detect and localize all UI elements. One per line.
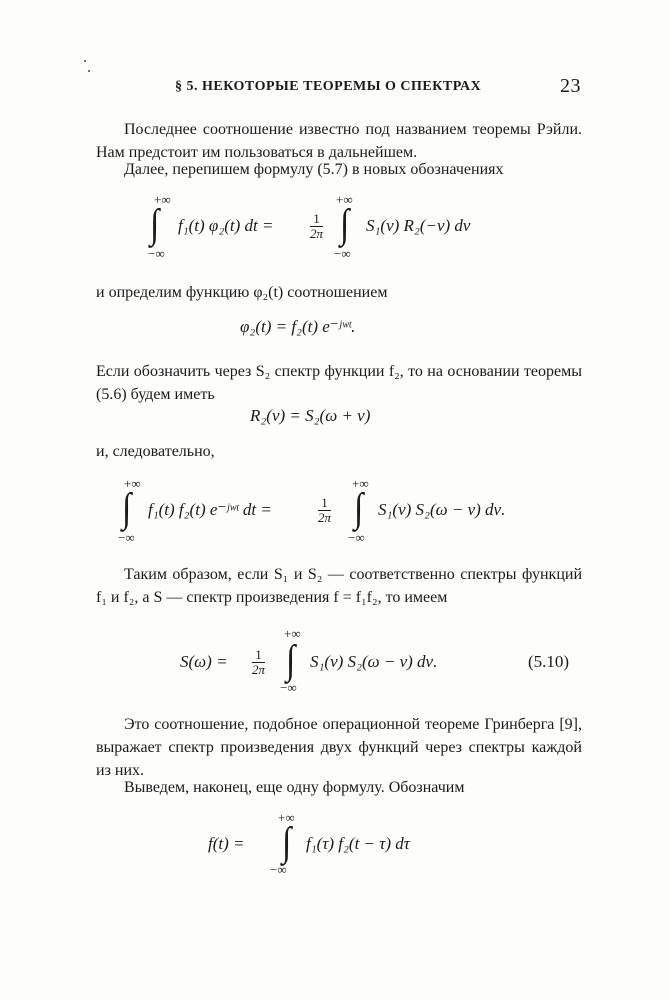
- eq5-coefficient: [252, 648, 265, 677]
- eq5-upper-limit: +∞: [284, 626, 301, 641]
- paragraph-thus: Таким образом, если S₁ и S₂ — соответственно спектры функций f₁ и f₂, а S — спектр произведения f = f₁f₂, то имеем: [96, 566, 582, 606]
- section-title: § 5. НЕКОТОРЫЕ ТЕОРЕМЫ О СПЕКТРАХ: [175, 79, 482, 94]
- equation-6: [208, 810, 468, 880]
- eq5-lhs: S(ω) =: [180, 652, 228, 671]
- equation-5-10: [180, 624, 580, 694]
- paragraph-finally: Выведем, наконец, еще одну формулу. Обозначим: [124, 779, 465, 796]
- equation-number: (5.10): [528, 652, 570, 671]
- eq1-coef-den: 2π: [310, 226, 324, 241]
- paragraph-spectrum-s2: Если обозначить через S₂ спектр функции f₂, то на основании теоремы (5.6) будем иметь: [96, 363, 582, 403]
- eq5-coef-den: 2π: [252, 662, 266, 677]
- equation-2: [240, 317, 355, 337]
- eq5-coef-num: 1: [252, 648, 265, 663]
- integral-sign: ∫: [340, 202, 350, 247]
- eq4-rhs: S₁(ν) S₂(ω − ν) dν.: [378, 500, 506, 519]
- equation-1: [140, 192, 560, 262]
- eq4-upper-limit-2: +∞: [352, 476, 369, 491]
- integral-sign: ∫: [286, 638, 296, 683]
- eq6-lhs: f(t) =: [208, 834, 245, 853]
- eq1-coefficient: [310, 212, 323, 241]
- eq4-lower-limit: −∞: [118, 530, 135, 545]
- eq1-upper-limit-2: +∞: [336, 192, 353, 207]
- running-header: [175, 75, 595, 103]
- eq2-body: φ₂(t) = f₂(t) e⁻ʲʷᵗ: [240, 317, 352, 336]
- equation-4: [114, 476, 574, 546]
- eq4-coefficient: [318, 496, 331, 525]
- scan-speck: [88, 70, 90, 72]
- integral-sign: ∫: [150, 202, 160, 247]
- paragraph-rewrite: Далее, перепишем формулу (5.7) в новых обозначениях: [124, 161, 504, 178]
- eq1-lower-limit: −∞: [148, 246, 165, 261]
- paragraph-rayleigh: Последнее соотношение известно под названием теоремы Рэйли. Нам предстоит им пользоваться в дальнейшем.: [96, 121, 582, 161]
- eq5-rhs: S₁(ν) S₂(ω − ν) dν.: [310, 652, 438, 671]
- eq1-lower-limit-2: −∞: [334, 246, 351, 261]
- paragraph-greenberg: Это соотношение, подобное операционной теореме Гринберга [9], выражает спектр произведения двух функций через спектры каждой из них.: [96, 716, 582, 779]
- eq6-rhs: f₁(τ) f₂(t − τ) dτ: [306, 834, 410, 853]
- eq4-coef-den: 2π: [318, 510, 332, 525]
- eq1-rhs: S₁(ν) R₂(−ν) dν: [366, 216, 471, 235]
- eq4-lhs: f₁(t) f₂(t) e⁻ʲʷᵗ dt =: [148, 500, 272, 519]
- eq5-lower-limit: −∞: [280, 680, 297, 695]
- eq1-coef-num: 1: [310, 212, 323, 227]
- eq6-upper-limit: +∞: [278, 810, 295, 825]
- eq4-upper-limit: +∞: [124, 476, 141, 491]
- eq6-lower-limit: −∞: [270, 862, 287, 877]
- paragraph-consequently: и, следовательно,: [96, 443, 215, 460]
- eq1-lhs: f₁(t) φ₂(t) dt =: [178, 216, 274, 235]
- eq1-upper-limit: +∞: [154, 192, 171, 207]
- integral-sign: ∫: [282, 820, 292, 865]
- page-number: 23: [560, 75, 581, 97]
- integral-sign: ∫: [122, 486, 132, 531]
- integral-sign: ∫: [354, 486, 364, 531]
- scan-speck: [84, 60, 86, 62]
- eq2-period: .: [351, 317, 356, 336]
- eq4-lower-limit-2: −∞: [348, 530, 365, 545]
- equation-3: R₂(ν) = S₂(ω + ν): [250, 406, 371, 425]
- paragraph-define-phi: и определим функцию φ₂(t) соотношением: [96, 284, 388, 301]
- eq4-coef-num: 1: [318, 496, 331, 511]
